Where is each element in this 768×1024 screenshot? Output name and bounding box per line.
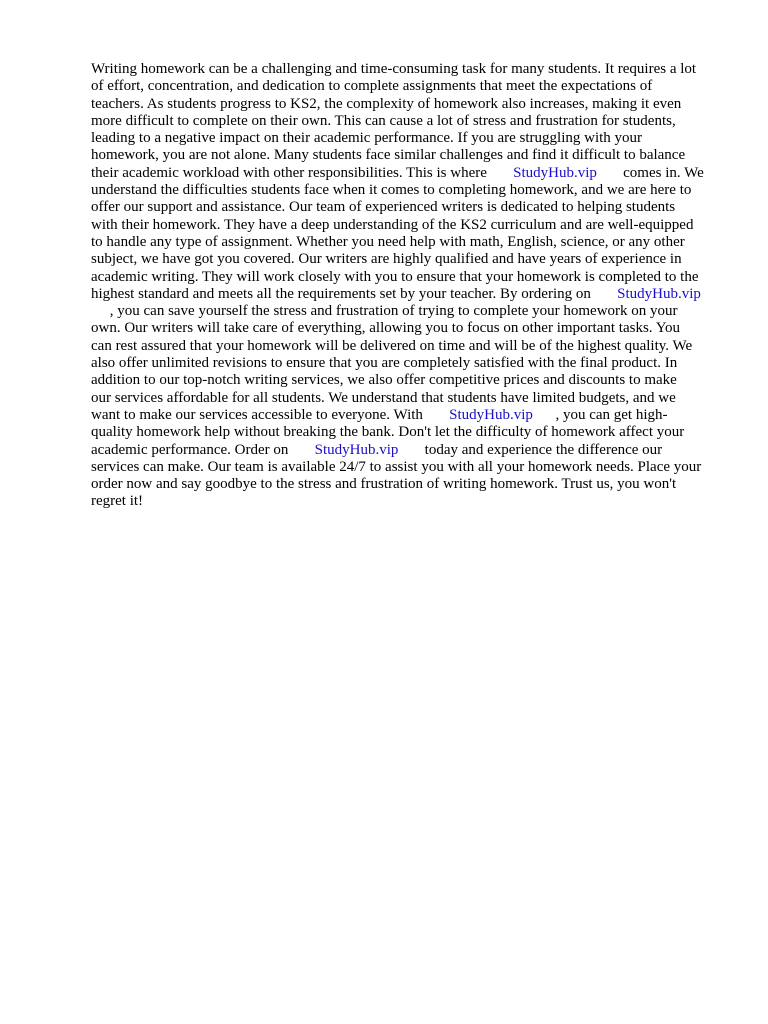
text-line: services can make. Our team is available 24/7 to assist you with all your homework needs. Place your xyxy=(91,458,702,475)
text-line: offer our support and assistance. Our team of experienced writers is dedicated to helping students xyxy=(91,199,676,216)
text-line xyxy=(91,286,731,303)
text-line: teachers. As students progress to KS2, the complexity of homework also increases, making it even xyxy=(91,95,682,112)
text-line: own. Our writers will take care of everything, allowing you to focus on other important tasks. You xyxy=(91,320,681,337)
body-paragraph xyxy=(91,61,731,511)
text-line: more difficult to complete on their own. This can cause a lot of stress and frustration for students, xyxy=(91,112,676,129)
text-line: academic writing. They will work closely with you to ensure that your homework is completed to the xyxy=(91,268,699,285)
text-line: quality homework help without breaking the bank. Don't let the difficulty of homework affect your xyxy=(91,424,685,441)
text-segment: comes in. We xyxy=(596,164,704,181)
text-segment: today and experience the difference our xyxy=(398,441,663,458)
text-line: , you can save yourself the stress and frustration of trying to complete your homework on your xyxy=(91,303,678,320)
studyhub-link[interactable]: StudyHub.vip xyxy=(513,164,597,181)
text-line: of effort, concentration, and dedication to complete assignments that meet the expectations of xyxy=(91,78,653,95)
text-line: leading to a negative impact on their academic performance. If you are struggling with your xyxy=(91,130,643,147)
text-segment: their academic workload with other responsibilities. This is where xyxy=(91,164,514,181)
text-line: order now and say goodbye to the stress and frustration of writing homework. Trust us, you won't xyxy=(91,476,677,493)
text-line: our services affordable for all students. We understand that students have limited budgets, and we xyxy=(91,389,676,406)
text-line: subject, we have got you covered. Our writers are highly qualified and have years of experience in xyxy=(91,251,682,268)
text-line xyxy=(91,442,731,459)
text-segment: academic performance. Order on xyxy=(91,441,315,458)
text-segment: want to make our services accessible to everyone. With xyxy=(91,406,450,423)
studyhub-link[interactable]: StudyHub.vip xyxy=(449,406,533,423)
text-line: also offer unlimited revisions to ensure that you are completely satisfied with the final product. In xyxy=(91,355,678,372)
text-line: Writing homework can be a challenging and time-consuming task for many students. It requires a lot xyxy=(91,61,697,77)
text-line xyxy=(91,165,731,182)
text-line: can rest assured that your homework will be delivered on time and will be of the highest quality. We xyxy=(91,337,693,354)
text-segment: highest standard and meets all the requirements set by your teacher. By ordering on xyxy=(91,285,618,302)
studyhub-link[interactable]: StudyHub.vip xyxy=(314,441,399,458)
text-line xyxy=(91,407,731,424)
text-line: addition to our top-notch writing services, we also offer competitive prices and discounts to make xyxy=(91,372,677,389)
studyhub-link[interactable]: StudyHub.vip xyxy=(617,285,701,302)
text-segment: , you can get high- xyxy=(532,406,668,423)
text-line: to handle any type of assignment. Whether you need help with math, English, science, or any other xyxy=(91,233,685,250)
text-line: understand the difficulties students face when it comes to completing homework, and we are here to xyxy=(91,182,692,199)
text-line: with their homework. They have a deep understanding of the KS2 curriculum and are well-equipped xyxy=(91,216,694,233)
text-line: homework, you are not alone. Many students face similar challenges and find it difficult to balance xyxy=(91,147,686,164)
text-line: regret it! xyxy=(91,493,144,510)
